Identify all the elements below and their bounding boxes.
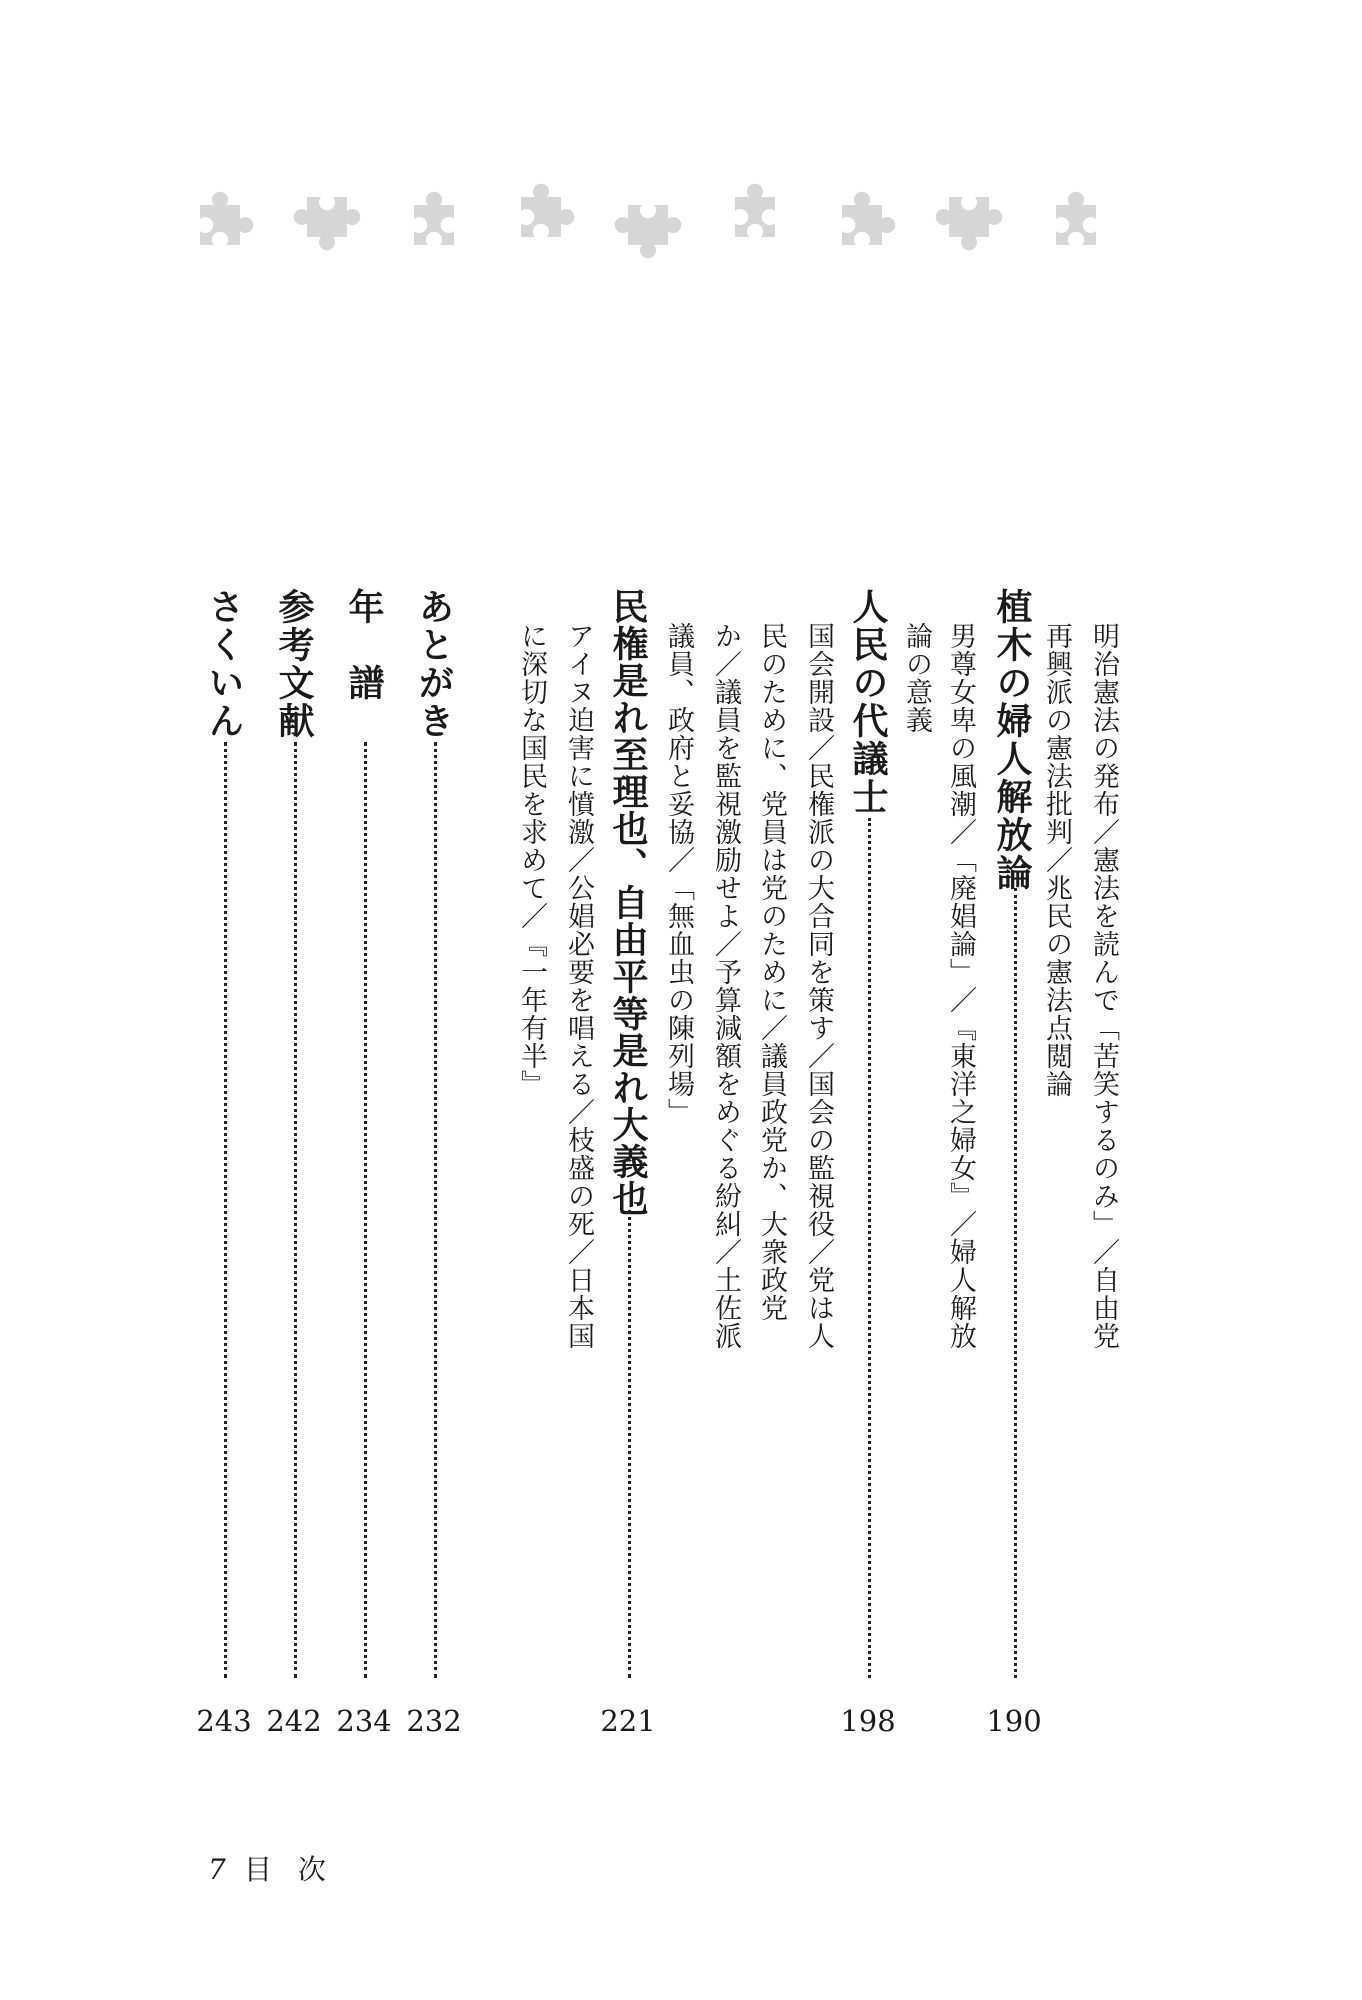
toc-page-number: 198 (840, 1704, 896, 1738)
puzzle-piece-icon (1036, 185, 1116, 265)
folio-page-number: 7 (208, 1853, 226, 1886)
puzzle-piece-icon (394, 185, 474, 265)
toc-sub-line: 再興派の憲法批判／兆民の憲法点閲論 (1041, 622, 1072, 1098)
toc-sub-line: アイヌ迫害に憤激／公娼必要を唱える／枝盛の死／日本国 (563, 622, 594, 1350)
puzzle-piece-icon (715, 177, 795, 257)
toc-page-number: 221 (600, 1704, 656, 1738)
toc-heading-chronology[interactable]: 年 譜 (343, 588, 385, 702)
toc-page-number: 234 (336, 1704, 392, 1738)
toc-leader-dots (628, 1210, 631, 1678)
toc-leader-dots (434, 742, 437, 1678)
toc-sub-line: 明治憲法の発布／憲法を読んで「苦笑するのみ」／自由党 (1088, 622, 1119, 1350)
puzzle-piece-icon (180, 185, 260, 265)
page-folio (208, 1848, 352, 1888)
toc-sub-line: 論の意義 (901, 622, 932, 734)
toc-sub-line: 民のために、党員は党のために／議員政党か、大衆政党 (756, 622, 787, 1322)
toc-sub-line: か／議員を監視激励せよ／予算減額をめぐる紛糾／土佐派 (710, 622, 741, 1350)
folio-label: 目次 (243, 1853, 352, 1886)
toc-sub-line: 国会開設／民権派の大合同を策す／国会の監視役／党は人 (803, 622, 834, 1350)
toc-heading-minken[interactable]: 民権是れ至理也、自由平等是れ大義也 (607, 588, 649, 1217)
puzzle-piece-icon (608, 185, 688, 265)
toc-heading-references[interactable]: 参考文献 (273, 588, 315, 740)
toc-leader-dots (224, 742, 227, 1678)
puzzle-piece-icon (822, 185, 902, 265)
toc-sub-line: 議員、政府と妥協／「無血虫の陳列場」 (663, 622, 694, 1126)
puzzle-piece-icon (501, 177, 581, 257)
toc-sub-line: に深切な国民を求めて／『一年有半』 (516, 622, 547, 1098)
toc-page-number: 190 (986, 1704, 1042, 1738)
toc-sub-line: 男尊女卑の風潮／「廃娼論」／『東洋之婦女』／婦人解放 (945, 622, 976, 1350)
toc-leader-dots (294, 742, 297, 1678)
toc-leader-dots (868, 818, 871, 1678)
toc-leader-dots (364, 742, 367, 1678)
toc-heading-afterword[interactable]: あとがき (413, 588, 455, 740)
toc-page-number: 243 (196, 1704, 252, 1738)
puzzle-piece-icon (287, 177, 367, 257)
toc-page-number: 232 (406, 1704, 462, 1738)
toc-heading-index[interactable]: さくいん (203, 588, 245, 740)
toc-leader-dots (1014, 888, 1017, 1678)
toc-page-number: 242 (266, 1704, 322, 1738)
toc-heading-peoples-representative[interactable]: 人民の代議士 (847, 588, 889, 816)
toc-heading-women-liberation[interactable]: 植木の婦人解放論 (991, 588, 1033, 892)
puzzle-piece-icon (929, 177, 1009, 257)
